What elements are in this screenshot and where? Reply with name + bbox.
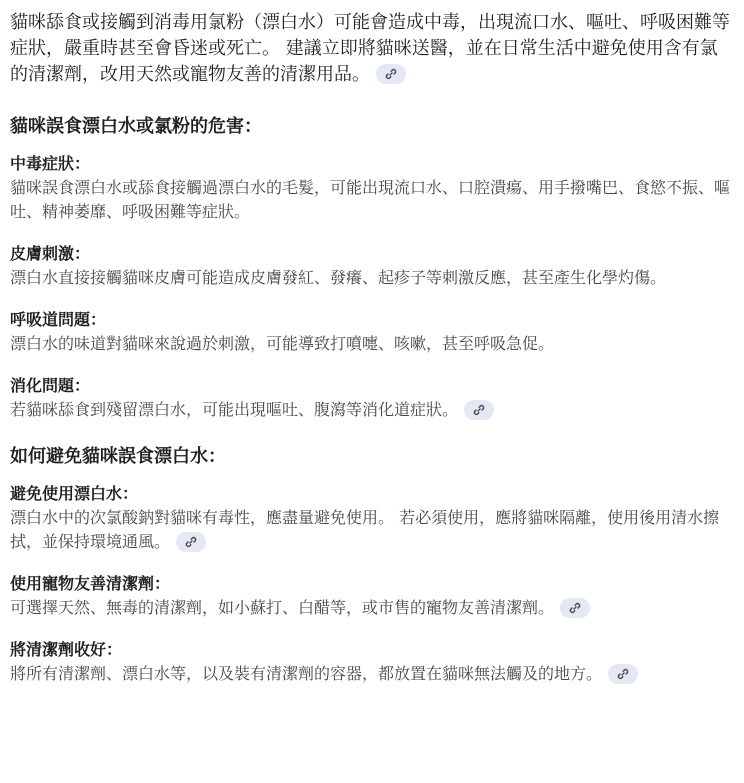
link-icon — [473, 404, 485, 416]
item-paragraph-store-cleaners — [10, 662, 640, 686]
item-paragraph-avoid-bleach — [10, 506, 734, 554]
link-icon — [569, 602, 581, 614]
item-heading-pet-safe-cleaner: 使用寵物友善清潔劑： — [10, 574, 171, 593]
link-icon — [185, 536, 197, 548]
source-link-chip[interactable] — [560, 598, 590, 618]
item-paragraph-pet-safe-cleaner — [10, 596, 734, 620]
source-link-chip[interactable] — [176, 532, 206, 552]
section-heading-hazards: 貓咪誤食漂白水或氯粉的危害： — [10, 116, 262, 137]
section-heading-prevention: 如何避免貓咪誤食漂白水： — [10, 446, 226, 467]
item-text-poisoning: 貓咪誤食漂白水或舔食接觸過漂白水的毛髮，可能出現流口水、口腔潰瘍、用手撥嘴巴、食慾不振、嘔吐、精神萎靡、呼吸困難等症狀。 — [10, 178, 731, 221]
source-link-chip[interactable] — [464, 400, 494, 420]
source-link-chip[interactable] — [376, 64, 406, 84]
intro-text: 貓咪舔食或接觸到消毒用氯粉（漂白水）可能會造成中毒，出現流口水、嘔吐、呼吸困難等症狀，嚴重時甚至會昏迷或死亡。 建議立即將貓咪送醫，並在日常生活中避免使用含有氯的清潔劑，改用天然或寵物友善的清潔用品。 — [10, 12, 730, 85]
intro-paragraph — [10, 10, 734, 88]
item-heading-store-cleaners: 將清潔劑收好： — [10, 640, 123, 659]
item-text-respiratory: 漂白水的味道對貓咪來說過於刺激，可能導致打噴嚏、咳嗽，甚至呼吸急促。 — [10, 334, 555, 353]
item-heading-avoid-bleach: 避免使用漂白水： — [10, 484, 139, 503]
link-icon — [617, 668, 629, 680]
item-heading-skin: 皮膚刺激： — [10, 244, 91, 263]
link-icon — [385, 68, 397, 80]
item-text-avoid-bleach: 漂白水中的次氯酸鈉對貓咪有毒性，應盡量避免使用。 若必須使用，應將貓咪隔離，使用後用清水擦拭，並保持環境通風。 — [10, 508, 720, 551]
item-text-pet-safe-cleaner: 可選擇天然、無毒的清潔劑，如小蘇打、白醋等，或市售的寵物友善清潔劑。 — [10, 598, 555, 617]
item-heading-respiratory: 呼吸道問題： — [10, 310, 107, 329]
item-heading-poisoning: 中毒症狀： — [10, 154, 91, 173]
item-text-store-cleaners: 將所有清潔劑、漂白水等，以及裝有清潔劑的容器，都放置在貓咪無法觸及的地方。 — [10, 664, 603, 683]
item-paragraph-digestive — [10, 398, 734, 422]
source-link-chip[interactable] — [608, 664, 638, 684]
item-heading-digestive: 消化問題： — [10, 376, 91, 395]
item-text-digestive: 若貓咪舔食到殘留漂白水，可能出現嘔吐、腹瀉等消化道症狀。 — [10, 400, 459, 419]
item-text-skin: 漂白水直接接觸貓咪皮膚可能造成皮膚發紅、發癢、起疹子等刺激反應，甚至產生化學灼傷。 — [10, 268, 667, 287]
